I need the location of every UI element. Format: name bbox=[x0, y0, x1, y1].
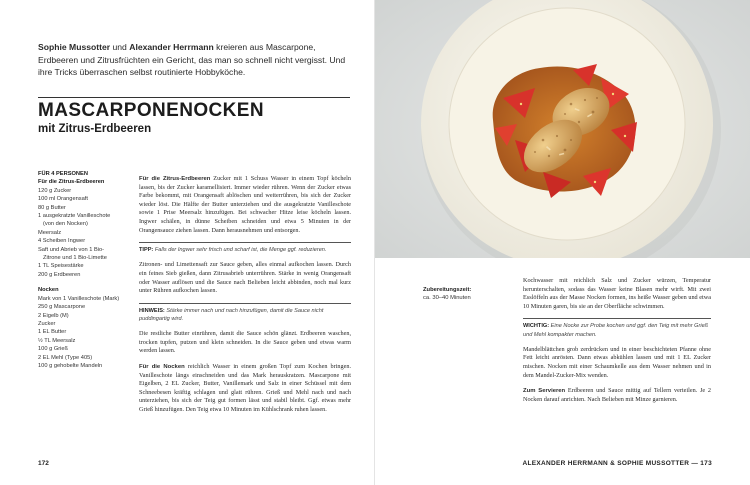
author-name-2: Alexander Herrmann bbox=[129, 42, 214, 52]
instruction-step: Zum Servieren Erdbeeren und Sauce mittig auf Tellern verteilen. Je 2 Nocken darauf anrichten. Nach Belieben mit Minze garnieren. bbox=[523, 387, 711, 403]
author-name-1: Sophie Mussotter bbox=[38, 42, 111, 52]
ingredient-item: Zucker bbox=[38, 320, 56, 327]
prep-time bbox=[423, 286, 471, 303]
recipe-subtitle: mit Zitrus-Erdbeeren bbox=[38, 123, 152, 135]
ingredient-item: 1 ausgekratzte Vanilleschote bbox=[38, 213, 111, 220]
tip-note: TIPP: Falls der Ingwer sehr frisch und scharf ist, die Menge ggf. reduzieren. bbox=[139, 242, 351, 254]
important-note: WICHTIG: Eine Nocke zur Probe kochen und ggf. den Teig mit mehr Grieß und Mehl kompakter machen. bbox=[523, 318, 711, 338]
ingredient-item: 100 g gehobelte Mandeln bbox=[38, 362, 103, 369]
dish-photo bbox=[375, 0, 750, 258]
ingredient-item: 100 ml Orangensaft bbox=[38, 196, 88, 203]
ingredient-item: Saft und Abrieb von 1 Bio- bbox=[38, 246, 105, 253]
prep-time-value: ca. 30–40 Minuten bbox=[423, 295, 471, 302]
instructions-column-right bbox=[523, 277, 711, 411]
ingredient-item: ½ TL Meersalz bbox=[38, 337, 76, 344]
instruction-step: Zitronen- und Limettensaft zur Sauce geben, alles einmal aufkochen lassen. Durch ein feines Sieb gießen, dann Zitrusabrieb unterrühren. Stärke in wenig Orangensaft oder Wasser auflösen und die Sauce nach Belieben leicht abbinden, noch mal kurz unter Rühren aufkochen lassen. bbox=[139, 261, 351, 295]
servings-label: FÜR 4 PERSONEN bbox=[38, 171, 88, 177]
ingredient-item: 80 g Butter bbox=[38, 204, 66, 211]
ingredient-group-title: Für die Zitrus-Erdbeeren bbox=[38, 179, 105, 186]
instruction-step: Die restliche Butter einrühren, damit die Sauce schön glänzt. Erdbeeren waschen, trocken tupfen, putzen und klein schneiden. In die Sauce geben und etwas warm werden lassen. bbox=[139, 330, 351, 355]
right-page bbox=[375, 0, 750, 485]
ingredient-item: 1 EL Butter bbox=[38, 329, 67, 336]
instruction-step: Für die Nocken reichlich Wasser in einem großen Topf zum Kochen bringen. Vanilleschote längs einschneiden und das Mark herauskratzen. Mascarpone mit Eigelben, 2 EL Zucker, Butter, Vanillemark und Salz in einer Schüssel mit dem Schneebesen kräftig schlagen und glatt rühren. Grieß und Mehl nach und nach unterziehen, bis sich der Teig gut formen lässt und stabil bleibt. Ggf. etwas mehr Grieß hinzufügen. Den Teig etwa 10 Minuten im Kühlschrank ruhen lassen. bbox=[139, 362, 351, 413]
page-number: 172 bbox=[38, 460, 49, 467]
ingredient-item: 1 TL Speisestärke bbox=[38, 263, 84, 270]
instruction-step: Für die Zitrus-Erdbeeren Zucker mit 1 Schuss Wasser in einem Topf köcheln lassen, bis der Zucker karamellisiert. Immer wieder rühren. Wenn der Zucker etwas Farbe bekommt, mit Orangensaft ablöschen und weiterrühren, bis sich der Zucker wieder löst. Die Hälfte der Butter unterziehen und die ausgekratzte Vanilleschote sowie 1 Prise Meersalz hinzufügen. Bei schwacher Hitze leise köcheln lassen. Ingwer schälen, in dünne Scheiben schneiden und etwa 5 Minuten in der Orangensauce ziehen lassen. Dann herausnehmen und entsorgen. bbox=[139, 175, 351, 234]
title-rule bbox=[38, 97, 350, 98]
ingredient-item: Mark von 1 Vanilleschote (Mark) bbox=[38, 295, 120, 302]
ingredient-item: 250 g Mascarpone bbox=[38, 304, 86, 311]
ingredient-item: 200 g Erdbeeren bbox=[38, 271, 81, 278]
ingredient-item: 2 Eigelb (M) bbox=[38, 312, 69, 319]
ingredient-group-title: Nocken bbox=[38, 287, 59, 294]
ingredient-item: 120 g Zucker bbox=[38, 187, 72, 194]
ingredient-item: 4 Scheiben Ingwer bbox=[38, 238, 86, 245]
ingredient-item: 2 EL Mehl (Type 405) bbox=[38, 354, 93, 361]
instruction-step: Kochwasser mit reichlich Salz und Zucker würzen, Temperatur herunterschalten, sodass das Wasser keine Blasen mehr wirft. Mit zwei Esslöffeln aus der Masse Nocken formen, ins heiße Wasser geben und etwa 10 Minuten garen, bis sie an der Oberfläche schwimmen. bbox=[523, 277, 711, 310]
ingredient-list bbox=[38, 170, 132, 370]
prep-time-label: Zubereitungszeit: bbox=[423, 287, 472, 293]
ingredient-item: Zitrone und 1 Bio-Limette bbox=[43, 255, 107, 262]
running-footer: ALEXANDER HERRMANN & SOPHIE MUSSOTTER — 173 bbox=[522, 460, 712, 467]
instructions-column-left bbox=[139, 175, 351, 421]
instruction-step: Mandelblättchen grob zerdrücken und in einer beschichteten Pfanne ohne Fett leicht anrösten. Dann etwas abkühlen lassen und mit 1 EL Zucker mischen. Nocken mit einer Schaumkelle aus dem Wasser nehmen und in dem Mandel-Zucker-Mix wenden. bbox=[523, 345, 711, 379]
ingredient-item: (von den Nocken) bbox=[43, 221, 88, 228]
ingredient-item: Meersalz bbox=[38, 229, 62, 236]
ingredient-item: 100 g Grieß bbox=[38, 346, 69, 353]
intro-paragraph: Sophie Mussotter und Alexander Herrmann kreieren aus Mascarpone, Erdbeeren und Zitrusfrüchten ein Gericht, das man so schnell nicht vergisst. Und ihre Tricks überraschen selbst routinierte Hobbyköche. bbox=[38, 42, 346, 78]
hint-note: HINWEIS: Stärke immer nach und nach hinzufügen, damit die Sauce nicht puddingartig wird. bbox=[139, 303, 351, 323]
recipe-title: MASCARPONENOCKEN bbox=[38, 100, 264, 121]
dish-illustration bbox=[375, 0, 750, 258]
